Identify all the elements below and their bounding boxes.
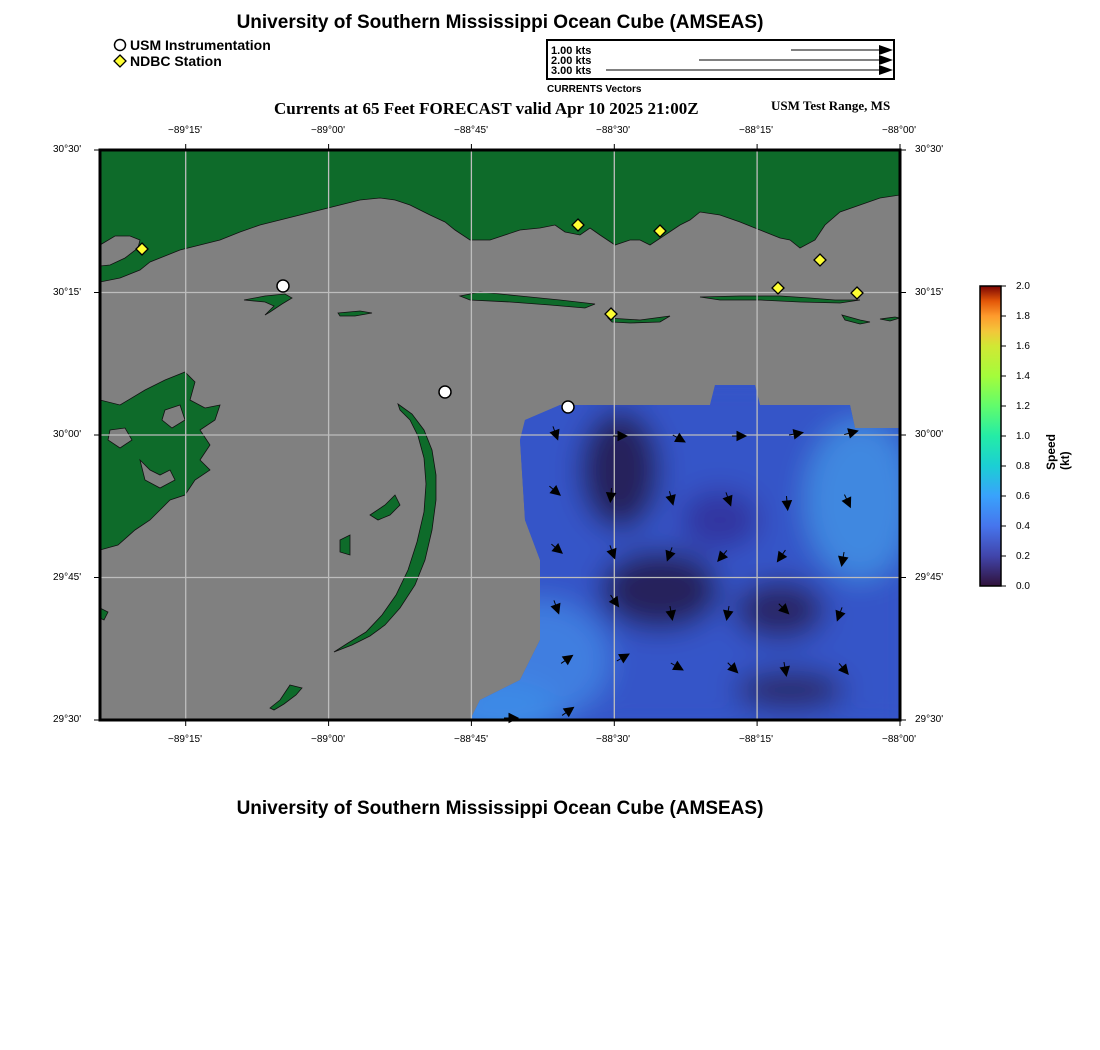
vector-key-caption: CURRENTS Vectors xyxy=(547,84,642,95)
lat-tick-left: 30°15' xyxy=(53,287,82,298)
colorbar-label: 1.6 xyxy=(1016,341,1030,352)
colorbar-label: 1.2 xyxy=(1016,401,1030,412)
lat-tick-right: 30°30' xyxy=(915,144,944,155)
usm-marker xyxy=(439,386,451,398)
colorbar-label: 0.6 xyxy=(1016,491,1030,502)
vector-key-label-3: 3.00 kts xyxy=(551,65,592,77)
colorbar-title: Speed (kt) xyxy=(1044,433,1072,470)
lat-tick-left: 29°45' xyxy=(53,572,82,583)
colorbar-label: 0.2 xyxy=(1016,551,1030,562)
colorbar-label: 0.8 xyxy=(1016,461,1030,472)
lon-tick-top: −88°45' xyxy=(454,125,488,136)
lat-tick-left: 30°30' xyxy=(53,144,82,155)
lon-tick-top: −89°00' xyxy=(311,125,345,136)
lon-tick-bottom: −89°00' xyxy=(311,734,345,745)
lon-tick-bottom: −88°45' xyxy=(454,734,488,745)
colorbar-label: 0.4 xyxy=(1016,521,1030,532)
figure-title: University of Southern Mississippi Ocean Cube (AMSEAS) xyxy=(236,12,764,33)
lon-tick-bottom: −88°15' xyxy=(739,734,773,745)
colorbar-label: 1.8 xyxy=(1016,311,1030,322)
lon-tick-top: −88°15' xyxy=(739,125,773,136)
lon-tick-top: −88°00' xyxy=(882,125,916,136)
lon-tick-bottom: −89°15' xyxy=(168,734,202,745)
usm-marker xyxy=(277,280,289,292)
lat-tick-right: 29°45' xyxy=(915,572,944,583)
legend-usm-label: USM Instrumentation xyxy=(130,37,271,53)
legend-ndbc-label: NDBC Station xyxy=(130,53,222,69)
lon-tick-bottom: −88°00' xyxy=(882,734,916,745)
lat-tick-left: 29°30' xyxy=(53,714,82,725)
lat-tick-left: 30°00' xyxy=(53,429,82,440)
vector-key-label-2: 2.00 kts xyxy=(551,55,592,67)
lat-tick-right: 30°15' xyxy=(915,287,944,298)
speed-colorbar xyxy=(977,283,1007,589)
vector-key-label-1: 1.00 kts xyxy=(551,45,592,57)
range-label: USM Test Range, MS xyxy=(771,98,891,113)
forecast-subtitle: Currents at 65 Feet FORECAST valid Apr 10 2025 21:00Z xyxy=(274,99,699,118)
colorbar-label: 1.0 xyxy=(1016,431,1030,442)
lat-tick-right: 29°30' xyxy=(915,714,944,725)
usm-marker xyxy=(562,401,574,413)
colorbar-label: 2.0 xyxy=(1016,281,1030,292)
lon-tick-bottom: −88°30' xyxy=(596,734,630,745)
footer-title: University of Southern Mississippi Ocean Cube (AMSEAS) xyxy=(236,798,764,819)
lon-tick-top: −88°30' xyxy=(596,125,630,136)
colorbar-label: 0.0 xyxy=(1016,581,1030,592)
lon-tick-top: −89°15' xyxy=(168,125,202,136)
lat-tick-right: 30°00' xyxy=(915,429,944,440)
colorbar-label: 1.4 xyxy=(1016,371,1030,382)
